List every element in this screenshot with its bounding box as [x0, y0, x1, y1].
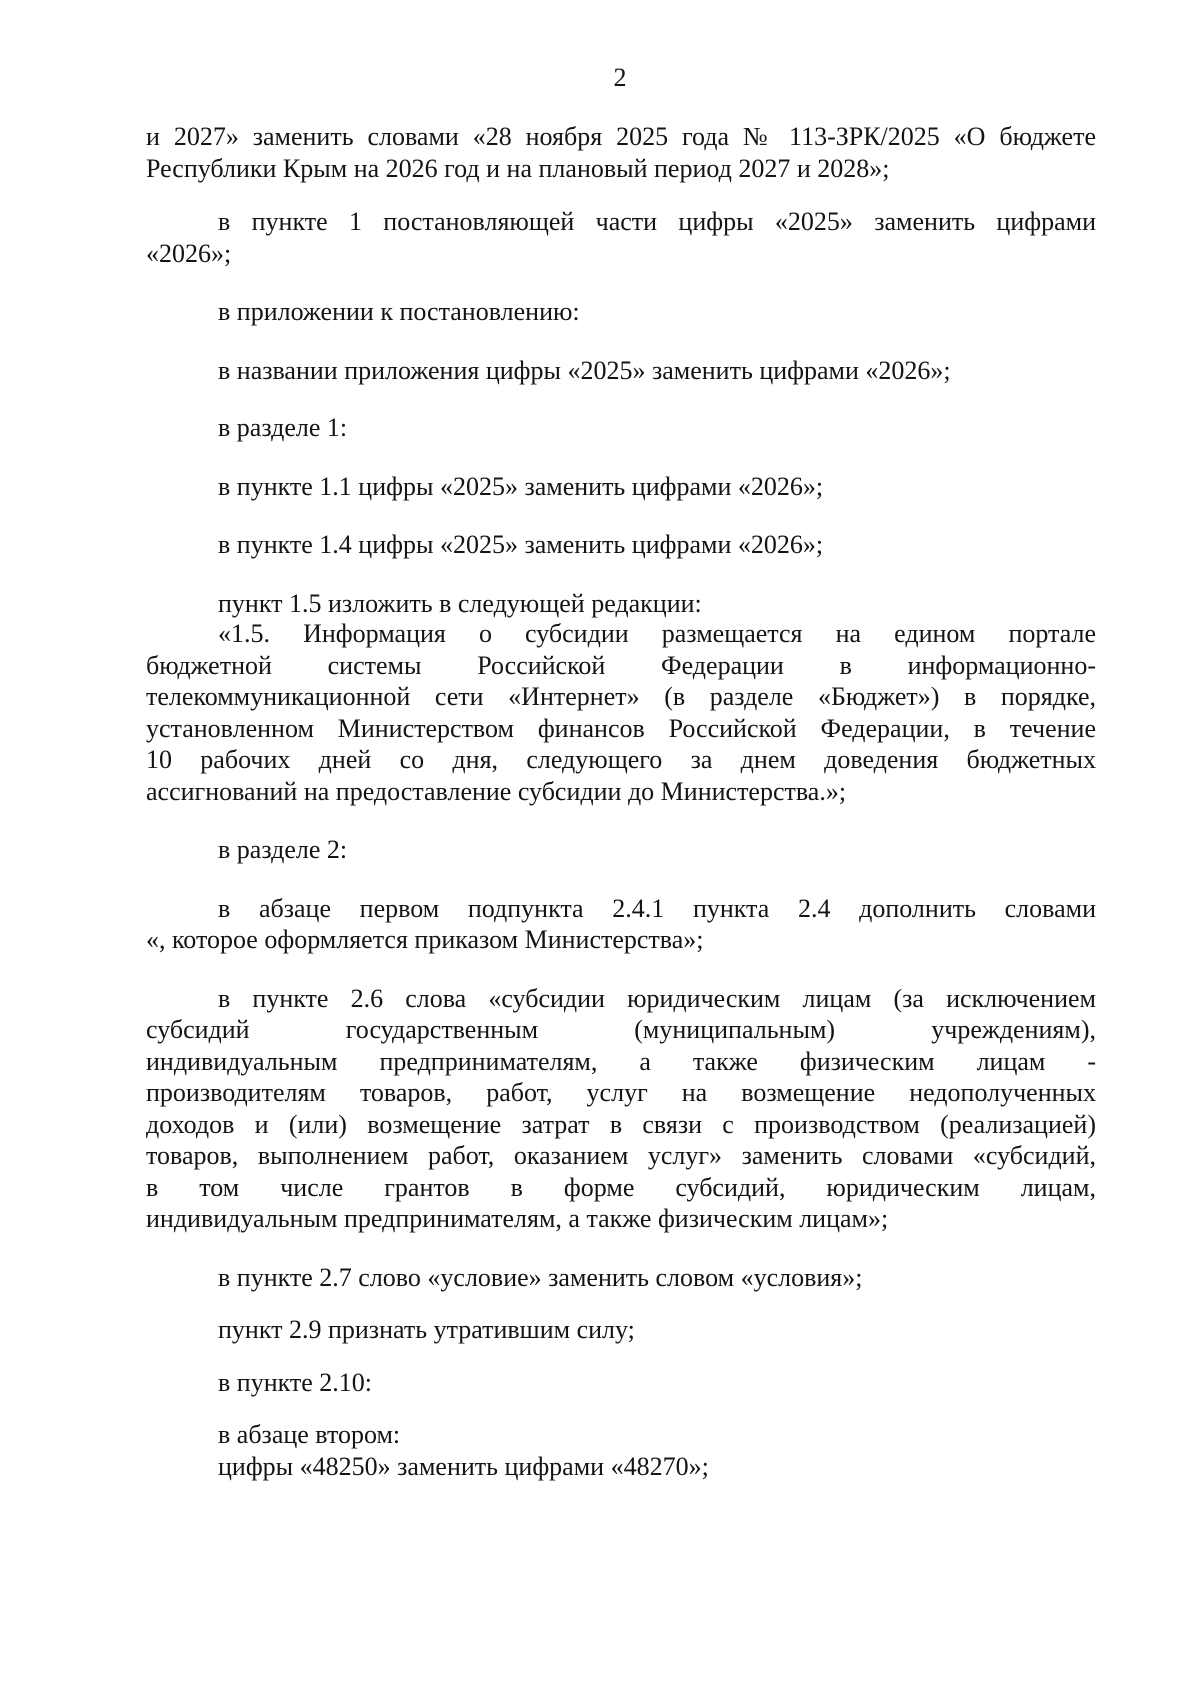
text-line: в названии приложения цифры «2025» заменить цифрами «2026»; [218, 355, 951, 385]
text-line: ассигнований на предоставление субсидии до Министерства.»; [146, 776, 847, 806]
paragraph-appendix-title [146, 355, 1096, 387]
paragraph-point-1 [146, 206, 1096, 269]
text-line: в пункте 1.1 цифры «2025» заменить цифрами «2026»; [218, 471, 824, 501]
text-line: в пункте 2.10: [218, 1367, 373, 1397]
paragraph-point-1-5-text [146, 618, 1096, 807]
paragraph-point-2-7 [146, 1262, 1096, 1294]
paragraph-point-1-1 [146, 471, 1096, 503]
text-line: в разделе 1: [218, 413, 348, 442]
paragraph-second-subparagraph [146, 1419, 1096, 1482]
text-line: в пункте 2.7 слово «условие» заменить словом «условия»; [218, 1262, 863, 1292]
text-line: «2026»; [146, 238, 232, 268]
text-line: цифры «48250» заменить цифрами «48270»; [218, 1451, 709, 1481]
text-line: 10 рабочих дней со дня, следующего за днем доведения бюджетных [146, 745, 1096, 774]
text-line: бюджетной системы Российской Федерации в информационно- [146, 650, 1096, 680]
text-line: в приложении к постановлению: [218, 297, 580, 326]
paragraph-point-1-4 [146, 529, 1096, 561]
text-line: «1.5. Информация о субсидии размещается на едином портале [218, 619, 1096, 648]
paragraph-section-2 [146, 834, 1096, 866]
text-line: товаров, выполнением работ, оказанием услуг» заменить словами «субсидий, [146, 1141, 1096, 1170]
paragraph-point-2-6 [146, 983, 1096, 1235]
text-line: установленном Министерством финансов Российской Федерации, в течение [146, 713, 1096, 743]
text-line: индивидуальным предпринимателям, а также физическим лицам - [146, 1046, 1096, 1076]
text-line: в абзаце втором: [218, 1420, 401, 1449]
text-line: в том числе грантов в форме субсидий, юридическим лицам, [146, 1172, 1096, 1202]
paragraph-budget-law-reference [146, 121, 1096, 184]
text-line: в пункте 1.4 цифры «2025» заменить цифрами «2026»; [218, 530, 824, 559]
text-line: пункт 2.9 признать утратившим силу; [218, 1315, 635, 1344]
paragraph-point-1-5-intro [146, 588, 1096, 620]
text-line: производителям товаров, работ, услуг на возмещение недополученных [146, 1078, 1096, 1107]
text-line: субсидий государственным (муниципальным) учреждениям), [146, 1015, 1096, 1044]
text-line: Республики Крым на 2026 год и на плановый период 2027 и 2028»; [146, 153, 890, 183]
paragraph-subpoint-2-4-1 [146, 893, 1096, 956]
text-line: индивидуальным предпринимателям, а также физическим лицам»; [146, 1204, 889, 1233]
text-line: в пункте 1 постановляющей части цифры «2025» заменить цифрами [218, 207, 1096, 236]
paragraph-section-1 [146, 412, 1096, 444]
text-line: в пункте 2.6 слова «субсидии юридическим лицам (за исключением [218, 983, 1096, 1013]
text-line: доходов и (или) возмещение затрат в связи с производством (реализацией) [146, 1109, 1096, 1139]
paragraph-point-2-9 [146, 1314, 1096, 1346]
document-body [146, 121, 1096, 1482]
text-line: «, которое оформляется приказом Министерства»; [146, 925, 704, 954]
page-number: 2 [613, 63, 627, 92]
paragraph-appendix [146, 296, 1096, 328]
paragraph-point-2-10 [146, 1367, 1096, 1399]
text-line: в абзаце первом подпункта 2.4.1 пункта 2.4 дополнить словами [218, 893, 1096, 923]
text-line: в разделе 2: [218, 835, 348, 864]
text-line: и 2027» заменить словами «28 ноября 2025 года № 113-ЗРК/2025 «О бюджете [146, 122, 1096, 151]
text-line: пункт 1.5 изложить в следующей редакции: [218, 588, 702, 618]
text-line: телекоммуникационной сети «Интернет» (в разделе «Бюджет») в порядке, [146, 682, 1096, 711]
